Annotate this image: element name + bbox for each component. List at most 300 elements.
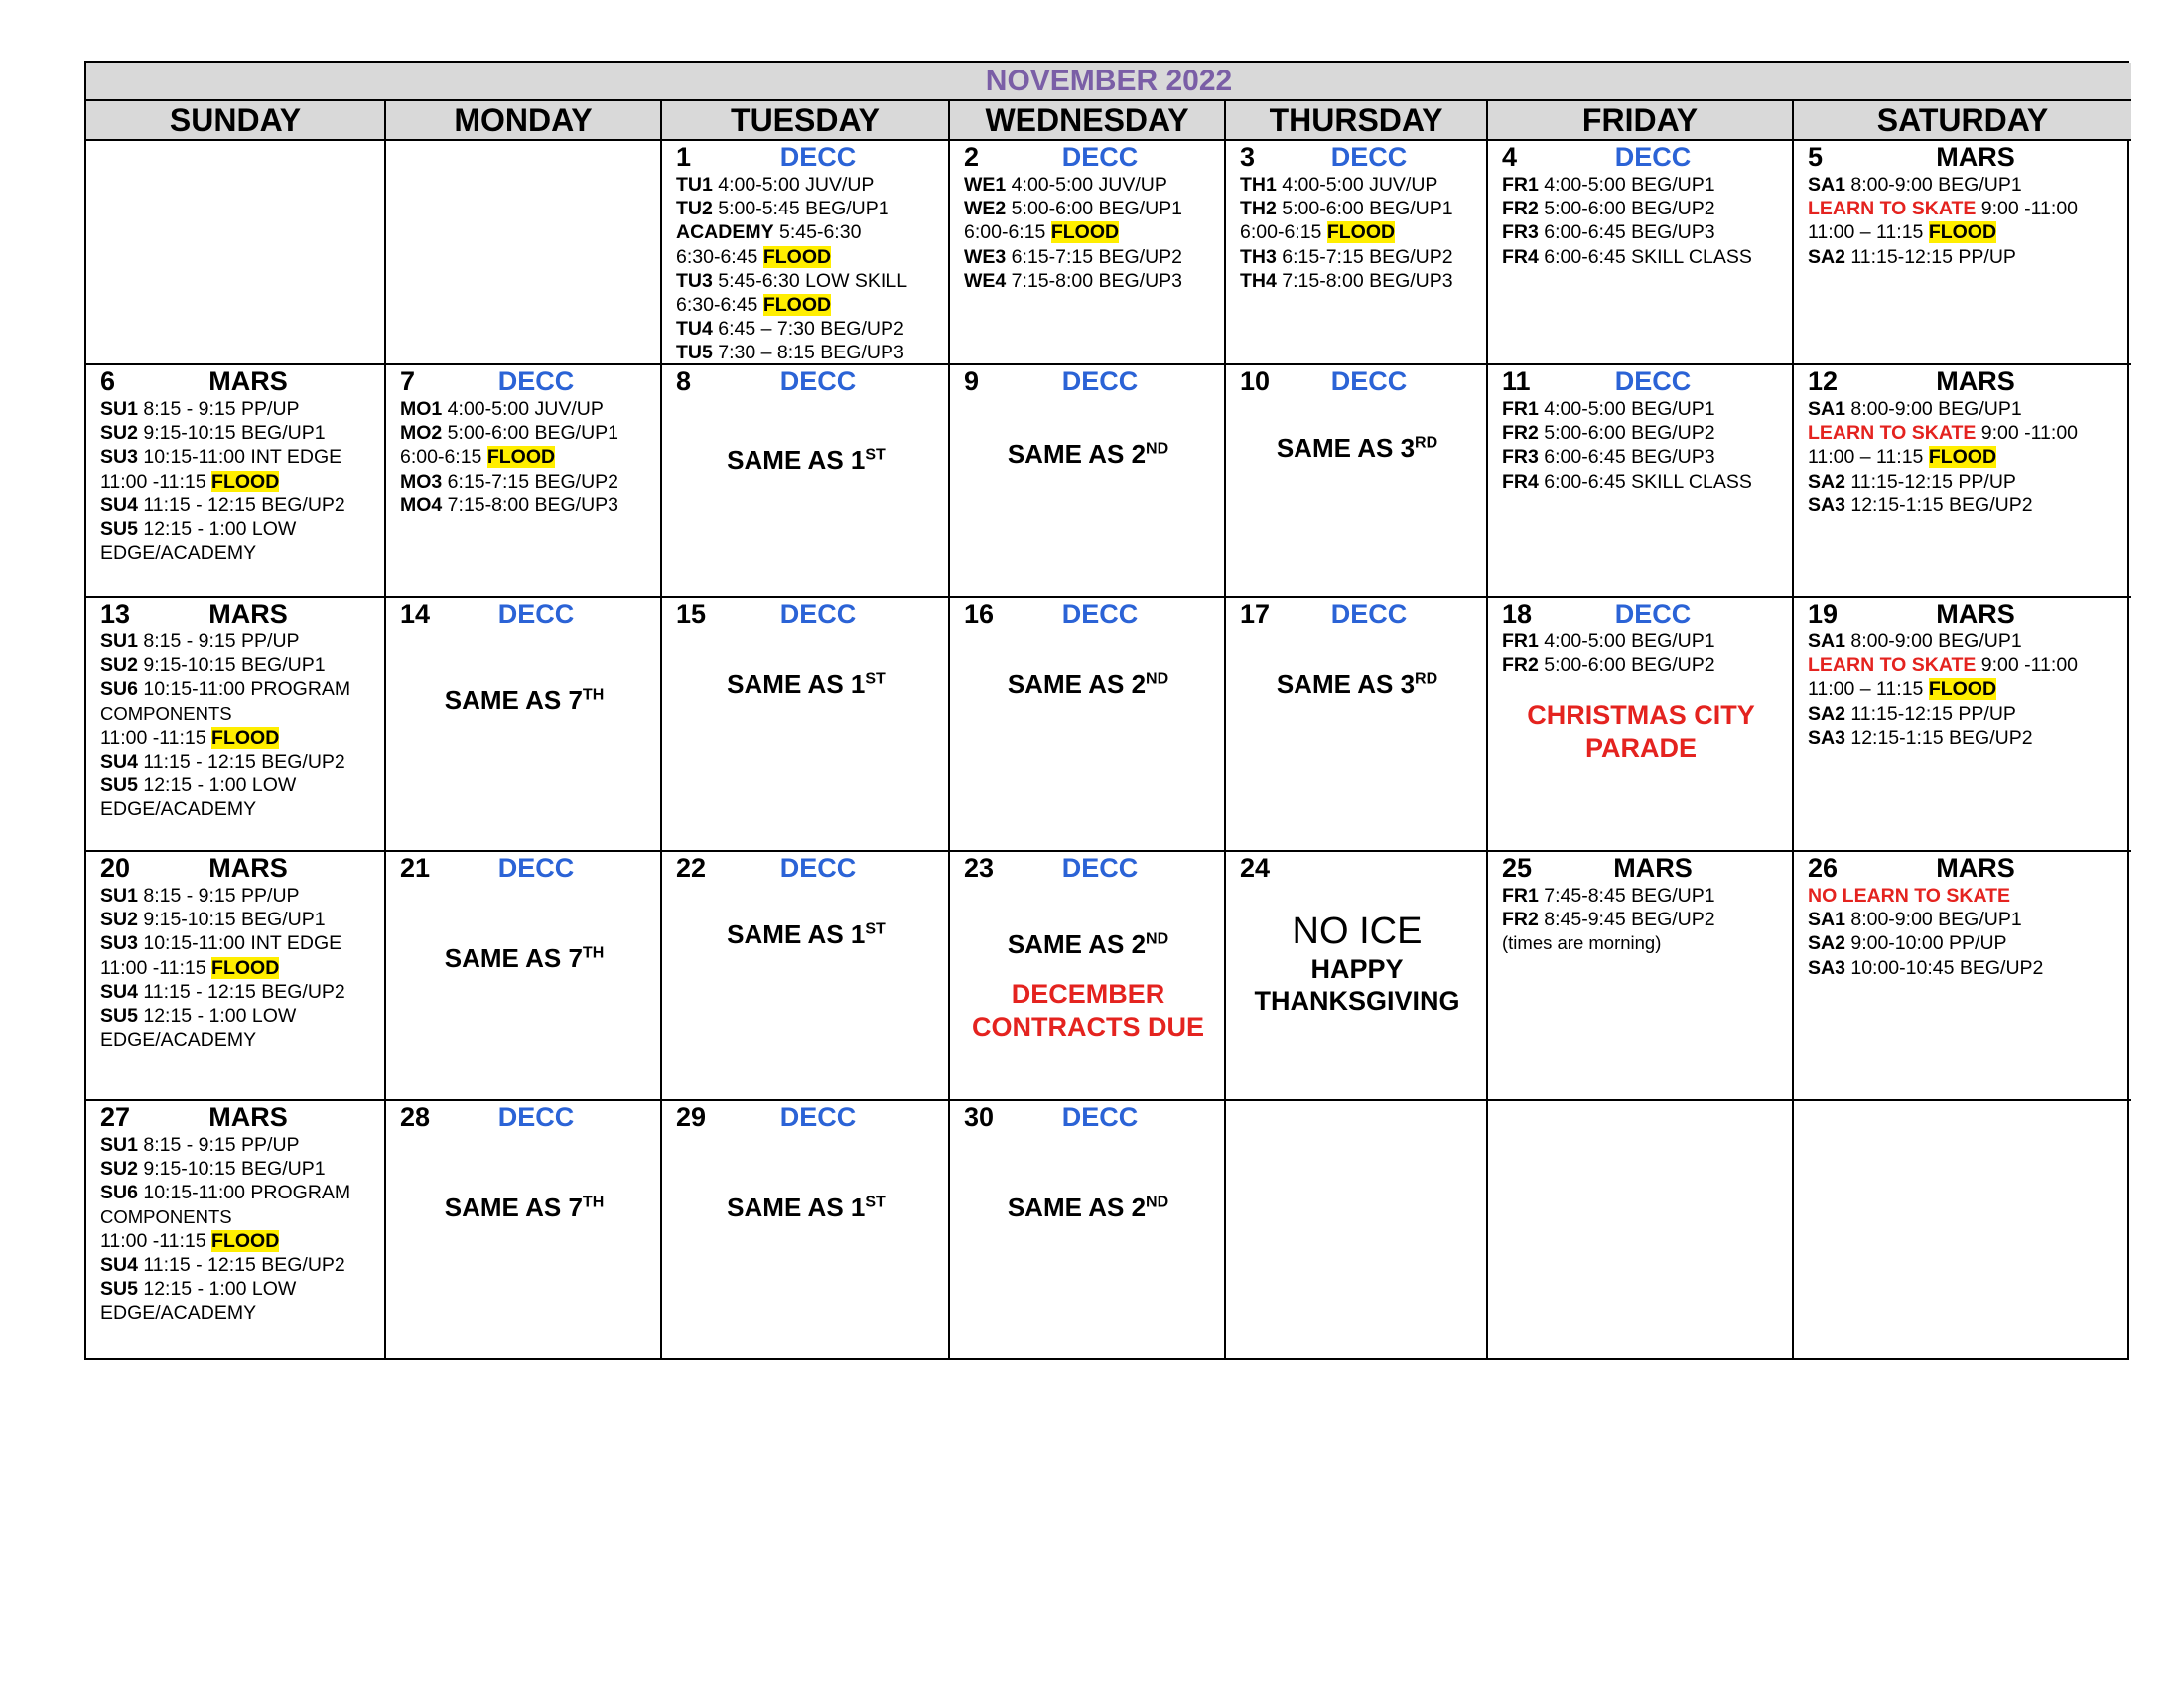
day-cell (86, 365, 386, 598)
ordinal-suffix: TH (582, 1194, 605, 1211)
session-text: 9:15-10:15 BEG/UP1 (137, 654, 326, 677)
empty-day-cell (1488, 1101, 1794, 1358)
session-text: 9:15-10:15 BEG/UP1 (137, 1158, 326, 1181)
session-code: SU1 (100, 631, 138, 652)
session-text: 4:00-5:00 BEG/UP1 (1538, 174, 1715, 196)
calendar-grid (84, 61, 2129, 1360)
session-line (100, 1133, 372, 1157)
holiday-notice (1240, 910, 1474, 1017)
session-list (1502, 173, 1780, 269)
session-line (676, 317, 936, 341)
session-text: 8:15 - 9:15 PP/UP (137, 398, 300, 420)
same-as-text: SAME AS 7 (444, 943, 583, 973)
session-code: SA2 (1808, 702, 1845, 725)
flood-badge: FLOOD (486, 446, 556, 469)
session-text: 6:30-6:45 (676, 294, 763, 317)
day-cell (662, 365, 950, 598)
session-line (400, 493, 648, 517)
day-number: 15 (676, 599, 707, 629)
rink-location: MARS (1936, 599, 2015, 629)
session-code: SA1 (1808, 174, 1845, 196)
session-text: 6:00-6:45 BEG/UP3 (1538, 446, 1715, 469)
rink-location: DECC (1330, 599, 1408, 629)
session-code: TU2 (676, 198, 713, 220)
session-text: 12:15-1:15 BEG/UP2 (1844, 493, 2033, 516)
session-line (964, 220, 1212, 244)
day-header (676, 142, 936, 173)
session-code: TH2 (1240, 198, 1277, 220)
session-text: 6:00-6:45 SKILL CLASS (1538, 245, 1752, 268)
day-header (676, 1102, 936, 1133)
rink-location: DECC (1614, 366, 1692, 396)
same-as-text: SAME AS 2 (1007, 669, 1147, 699)
session-list (100, 884, 372, 1052)
session-line (100, 1229, 372, 1253)
session-text: 8:00-9:00 BEG/UP1 (1844, 174, 2022, 196)
ordinal-suffix: RD (1415, 434, 1438, 452)
day-header (100, 1102, 372, 1133)
flood-badge: FLOOD (211, 956, 280, 979)
flood-badge: FLOOD (1928, 221, 1997, 244)
dayname-friday: FRIDAY (1488, 101, 1794, 141)
session-line (100, 726, 372, 750)
session-line (964, 173, 1212, 197)
rink-location: DECC (497, 853, 575, 883)
session-code: TU5 (676, 342, 713, 364)
day-number: 14 (400, 599, 431, 629)
session-line (1502, 173, 1780, 197)
day-header (100, 366, 372, 397)
session-code: TU3 (676, 269, 713, 292)
session-code: SU6 (100, 678, 138, 701)
session-line (100, 797, 372, 821)
same-as-note (1240, 669, 1474, 700)
session-text: 9:00 -11:00 (1976, 198, 2079, 220)
day-header (1240, 853, 1474, 884)
ordinal-suffix: RD (1415, 670, 1438, 688)
ordinal-suffix: ST (865, 920, 886, 938)
same-as-text: SAME AS 7 (444, 1193, 583, 1222)
session-line (400, 421, 648, 445)
rink-location: MARS (208, 1102, 288, 1132)
ordinal-suffix: ST (865, 670, 886, 688)
session-line (1808, 173, 2119, 197)
alert-text: NO LEARN TO SKATE (1808, 885, 2011, 907)
day-cell (662, 598, 950, 852)
day-number: 8 (676, 366, 692, 396)
session-text: (times are morning) (1502, 932, 1662, 954)
session-line (100, 653, 372, 677)
session-code: SU1 (100, 885, 138, 907)
session-text: 6:00-6:15 (964, 221, 1051, 244)
same-as-text: SAME AS 7 (444, 685, 583, 715)
rink-location: DECC (1330, 366, 1408, 396)
session-text: 5:00-5:45 BEG/UP1 (712, 198, 889, 220)
day-cell (950, 365, 1226, 598)
rink-location: MARS (1613, 853, 1693, 883)
dayname-thursday: THURSDAY (1226, 101, 1488, 141)
session-text: 6:15-7:15 BEG/UP2 (1006, 245, 1183, 268)
rink-location: DECC (1061, 142, 1139, 172)
session-text: 4:00-5:00 JUV/UP (1276, 174, 1438, 196)
session-list (100, 397, 372, 565)
session-code: SU2 (100, 909, 138, 931)
flood-badge: FLOOD (1050, 221, 1120, 244)
session-line (100, 1157, 372, 1181)
session-code: TH4 (1240, 269, 1277, 292)
session-code: SU3 (100, 446, 138, 469)
session-code: SA1 (1808, 398, 1845, 420)
ordinal-suffix: ND (1146, 670, 1169, 688)
session-line (1808, 245, 2119, 269)
session-list (1808, 630, 2119, 750)
session-list (1502, 884, 1780, 956)
session-text: 8:15 - 9:15 PP/UP (137, 1134, 300, 1156)
session-text: 5:45-6:30 LOW SKILL (712, 269, 908, 292)
rink-location: DECC (779, 853, 857, 883)
session-line (100, 397, 372, 421)
session-code: FR2 (1502, 422, 1539, 445)
session-text: 10:00-10:45 BEG/UP2 (1844, 956, 2044, 979)
session-text: 5:00-6:00 BEG/UP2 (1538, 422, 1715, 445)
event-notice-line: CHRISTMAS CITY (1527, 700, 1755, 731)
session-text: 6:00-6:15 (1240, 221, 1327, 244)
event-notice-line: CONTRACTS DUE (972, 1012, 1204, 1042)
day-number: 9 (964, 366, 980, 396)
day-cell (1794, 141, 2131, 365)
session-line (676, 173, 936, 197)
day-cell (86, 1101, 386, 1358)
day-cell (662, 141, 950, 365)
session-line (1808, 197, 2119, 220)
session-text: 6:45 – 7:30 BEG/UP2 (712, 318, 904, 341)
day-cell (1488, 141, 1794, 365)
session-text: 6:15-7:15 BEG/UP2 (1276, 245, 1453, 268)
session-line (1502, 397, 1780, 421)
session-code: SU5 (100, 1005, 138, 1028)
day-header (964, 853, 1212, 884)
dayname-wednesday: WEDNESDAY (950, 101, 1226, 141)
day-cell (662, 852, 950, 1101)
session-line (100, 1181, 372, 1204)
session-text: 10:15-11:00 PROGRAM (137, 678, 351, 701)
day-cell (386, 365, 662, 598)
session-line (100, 541, 372, 565)
same-as-text: SAME AS 1 (727, 669, 866, 699)
day-number: 12 (1808, 366, 1839, 396)
session-line (100, 421, 372, 445)
session-line (100, 774, 372, 797)
event-notice-line: PARADE (1584, 733, 1697, 764)
day-header (1502, 142, 1780, 173)
session-code: SU1 (100, 1134, 138, 1156)
rink-location: DECC (779, 1102, 857, 1132)
session-code: MO2 (400, 422, 443, 445)
session-text: 5:45-6:30 (773, 221, 862, 244)
day-cell (950, 598, 1226, 852)
same-as-note (676, 1193, 936, 1223)
session-line (100, 630, 372, 653)
session-line (1240, 173, 1474, 197)
event-notice (1502, 699, 1780, 765)
session-line (100, 750, 372, 774)
day-number: 3 (1240, 142, 1256, 172)
session-text: 11:15-12:15 PP/UP (1844, 702, 2016, 725)
day-number: 26 (1808, 853, 1839, 883)
session-text: 4:00-5:00 JUV/UP (442, 398, 604, 420)
same-as-text: SAME AS 2 (1007, 1193, 1147, 1222)
session-text: 5:00-6:00 BEG/UP2 (1538, 198, 1715, 220)
session-line (1808, 445, 2119, 469)
dayname-monday: MONDAY (386, 101, 662, 141)
session-code: SU5 (100, 774, 138, 797)
session-list (100, 630, 372, 822)
session-code: SU6 (100, 1182, 138, 1204)
day-cell (1488, 852, 1794, 1101)
session-list (1240, 173, 1474, 293)
session-line (1502, 630, 1780, 653)
session-text: 12:15-1:15 BEG/UP2 (1844, 726, 2033, 749)
day-header (1240, 366, 1474, 397)
session-text: 7:15-8:00 BEG/UP3 (442, 493, 619, 516)
session-line (100, 1028, 372, 1052)
session-line (1808, 220, 2119, 244)
rink-location: DECC (497, 1102, 575, 1132)
session-list (1502, 397, 1780, 493)
day-number: 7 (400, 366, 416, 396)
day-header (676, 599, 936, 630)
session-line (100, 493, 372, 517)
session-line (676, 341, 936, 364)
day-number: 29 (676, 1102, 707, 1132)
session-line (1808, 493, 2119, 517)
session-text: 7:45-8:45 BEG/UP1 (1538, 885, 1715, 907)
session-list (676, 173, 936, 365)
day-header (964, 142, 1212, 173)
day-number: 24 (1240, 853, 1271, 883)
session-list (400, 397, 648, 517)
day-cell (1226, 598, 1488, 852)
session-text: 5:00-6:00 BEG/UP1 (442, 422, 619, 445)
session-code: TU1 (676, 174, 713, 196)
session-code: SU4 (100, 751, 138, 774)
rink-location: DECC (1061, 366, 1139, 396)
day-cell (386, 852, 662, 1101)
session-code: SA1 (1808, 631, 1845, 652)
session-code: SU5 (100, 518, 138, 541)
session-line (100, 1205, 372, 1229)
day-header (1502, 853, 1780, 884)
session-code: FR2 (1502, 909, 1539, 931)
alert-text: LEARN TO SKATE (1808, 198, 1977, 220)
session-line (100, 445, 372, 469)
session-text: 10:15-11:00 INT EDGE (137, 932, 342, 955)
day-header (100, 853, 372, 884)
dayname-saturday: SATURDAY (1794, 101, 2131, 141)
session-text: 4:00-5:00 BEG/UP1 (1538, 631, 1715, 652)
session-text: 12:15 - 1:00 LOW (137, 774, 297, 797)
flood-badge: FLOOD (1928, 446, 1997, 469)
session-line (100, 517, 372, 541)
session-code: SU4 (100, 1254, 138, 1277)
day-header (400, 599, 648, 630)
rink-location: MARS (208, 599, 288, 629)
session-text: 11:15 - 12:15 BEG/UP2 (137, 751, 345, 774)
session-text: 11:00 -11:15 (100, 1229, 212, 1252)
session-text: 4:00-5:00 JUV/UP (1006, 174, 1167, 196)
same-as-text: SAME AS 1 (727, 1193, 866, 1222)
event-notice (964, 978, 1212, 1044)
dayname-sunday: SUNDAY (86, 101, 386, 141)
session-text: 8:00-9:00 BEG/UP1 (1844, 631, 2022, 652)
day-cell (950, 1101, 1226, 1358)
ordinal-suffix: ND (1146, 440, 1169, 458)
same-as-text: SAME AS 3 (1276, 669, 1416, 699)
day-number: 10 (1240, 366, 1271, 396)
session-code: WE2 (964, 198, 1007, 220)
session-code: ACADEMY (676, 221, 774, 244)
same-as-note (964, 1193, 1212, 1223)
day-header (1502, 366, 1780, 397)
session-code: MO1 (400, 398, 443, 420)
session-text: 9:00-10:00 PP/UP (1844, 932, 2007, 955)
session-text: 11:00 – 11:15 (1808, 678, 1929, 701)
session-line (1808, 702, 2119, 726)
session-code: FR1 (1502, 174, 1539, 196)
session-code: FR2 (1502, 654, 1539, 677)
rink-location: DECC (497, 599, 575, 629)
session-code: FR3 (1502, 221, 1539, 244)
rink-location: MARS (208, 853, 288, 883)
session-text: 9:00 -11:00 (1976, 422, 2079, 445)
session-text: 7:15-8:00 BEG/UP3 (1276, 269, 1453, 292)
session-code: TH3 (1240, 245, 1277, 268)
ordinal-suffix: ND (1146, 1194, 1169, 1211)
session-line (100, 702, 372, 726)
session-text: 6:00-6:15 (400, 446, 487, 469)
session-text: 10:15-11:00 PROGRAM (137, 1182, 351, 1204)
session-line (676, 220, 936, 244)
ordinal-suffix: TH (582, 944, 605, 962)
session-code: FR4 (1502, 470, 1539, 492)
session-code: FR4 (1502, 245, 1539, 268)
same-as-text: SAME AS 3 (1276, 433, 1416, 463)
session-code: SU5 (100, 1278, 138, 1301)
session-text: 12:15 - 1:00 LOW (137, 518, 297, 541)
day-cell (386, 598, 662, 852)
day-cell (662, 1101, 950, 1358)
day-header (964, 1102, 1212, 1133)
session-line (1502, 470, 1780, 493)
session-line (1502, 220, 1780, 244)
same-as-note (676, 445, 936, 476)
session-list (100, 1133, 372, 1326)
holiday-line: THANKSGIVING (1254, 986, 1460, 1016)
same-as-note (400, 685, 648, 716)
day-number: 4 (1502, 142, 1518, 172)
session-list (1808, 173, 2119, 269)
session-text: 4:00-5:00 BEG/UP1 (1538, 398, 1715, 420)
session-code: WE3 (964, 245, 1007, 268)
day-cell (86, 598, 386, 852)
session-text: 5:00-6:00 BEG/UP2 (1538, 654, 1715, 677)
session-text: EDGE/ACADEMY (100, 798, 257, 821)
session-text: 11:00 -11:15 (100, 956, 212, 979)
session-text: 11:15 - 12:15 BEG/UP2 (137, 980, 345, 1003)
session-code: SU1 (100, 398, 138, 420)
day-number: 19 (1808, 599, 1839, 629)
day-number: 23 (964, 853, 995, 883)
same-as-note (676, 919, 936, 950)
alert-text: LEARN TO SKATE (1808, 422, 1977, 445)
session-line (1808, 470, 2119, 493)
day-cell (1226, 852, 1488, 1101)
session-code: SA3 (1808, 493, 1845, 516)
same-as-note (400, 943, 648, 974)
empty-day-cell (1226, 1101, 1488, 1358)
session-code: SA3 (1808, 726, 1845, 749)
session-code: MO4 (400, 493, 443, 516)
day-number: 20 (100, 853, 131, 883)
session-line (100, 884, 372, 908)
session-text: 11:15 - 12:15 BEG/UP2 (137, 493, 345, 516)
session-list (1808, 884, 2119, 980)
session-text: 6:00-6:45 SKILL CLASS (1538, 470, 1752, 492)
session-text: COMPONENTS (100, 702, 232, 724)
day-header (1808, 366, 2119, 397)
day-header (1240, 142, 1474, 173)
day-number: 2 (964, 142, 980, 172)
day-cell (1488, 365, 1794, 598)
session-code: FR1 (1502, 885, 1539, 907)
session-text: 12:15 - 1:00 LOW (137, 1278, 297, 1301)
day-cell (1794, 365, 2131, 598)
session-text: 11:15 - 12:15 BEG/UP2 (137, 1254, 345, 1277)
session-code: SA2 (1808, 932, 1845, 955)
session-code: TU4 (676, 318, 713, 341)
session-line (676, 197, 936, 220)
session-text: 11:15-12:15 PP/UP (1844, 245, 2016, 268)
day-number: 17 (1240, 599, 1271, 629)
session-code: SA1 (1808, 909, 1845, 931)
session-line (1808, 397, 2119, 421)
session-text: EDGE/ACADEMY (100, 1302, 257, 1325)
rink-location: DECC (1330, 142, 1408, 172)
day-number: 11 (1502, 366, 1531, 396)
session-line (1502, 245, 1780, 269)
session-line (1808, 677, 2119, 701)
session-list (964, 173, 1212, 293)
session-code: WE1 (964, 174, 1007, 196)
session-text: 5:00-6:00 BEG/UP1 (1276, 198, 1453, 220)
session-text: 8:15 - 9:15 PP/UP (137, 885, 300, 907)
session-line (400, 470, 648, 493)
session-line (100, 956, 372, 980)
rink-location: DECC (1614, 142, 1692, 172)
day-number: 1 (676, 142, 692, 172)
flood-badge: FLOOD (1326, 221, 1396, 244)
rink-location: MARS (1936, 366, 2015, 396)
session-line (1808, 908, 2119, 931)
session-line (1502, 421, 1780, 445)
session-code: SA2 (1808, 245, 1845, 268)
rink-location: MARS (1936, 853, 2015, 883)
same-as-text: SAME AS 2 (1007, 439, 1147, 469)
day-header (676, 853, 936, 884)
event-notice-line: DECEMBER (1011, 979, 1165, 1009)
session-code: SU4 (100, 980, 138, 1003)
day-header (964, 366, 1212, 397)
